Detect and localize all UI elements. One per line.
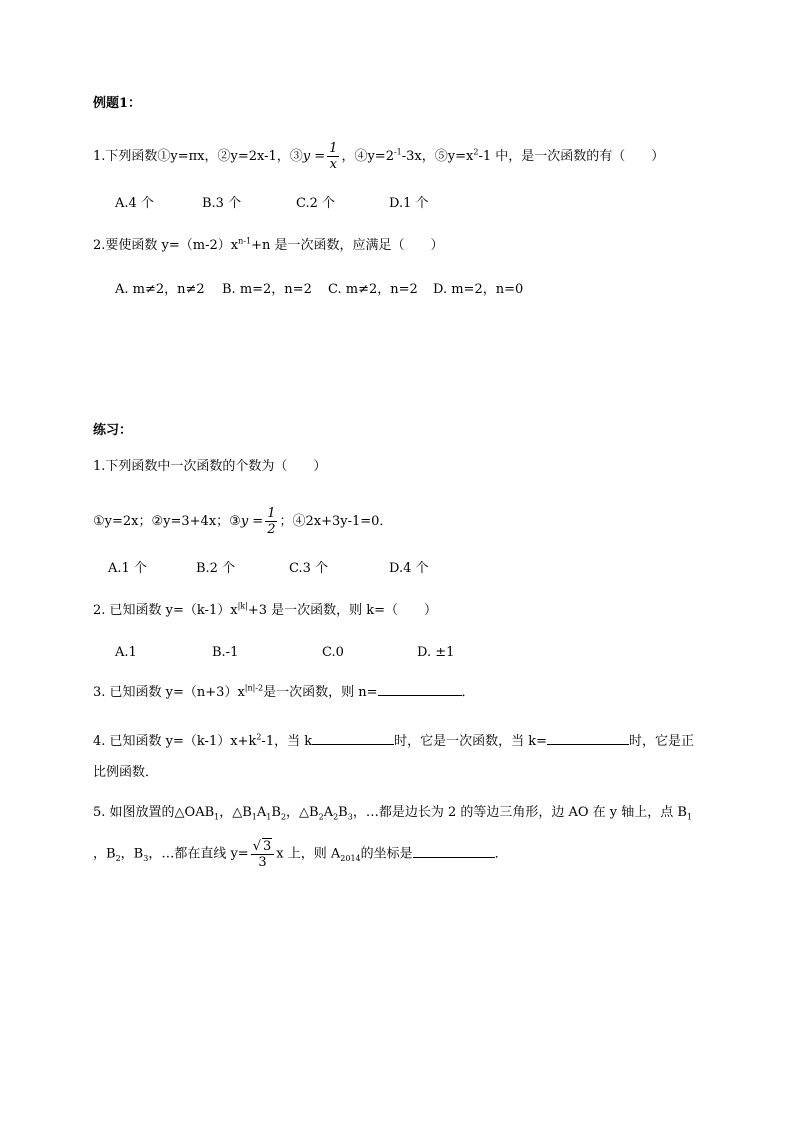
example-q2-option-c[interactable]: C. m≠2，n=2: [328, 282, 418, 297]
practice-q4: 4. 已知函数 $y=(k-1)x+k^2-1$，当 k 时，它是一次函数，当 k= 时，它是正: [93, 732, 695, 749]
practice-q1-functions: ①y=2x；②y=3+4x；③y = $\frac{1}{2}$ ；④2x+3y-1=0．: [93, 506, 393, 537]
practice-q1-option-a[interactable]: A.1 个: [108, 561, 147, 576]
answer-blank[interactable]: [312, 732, 394, 745]
example-q1-option-a[interactable]: A.4 个: [115, 196, 154, 211]
answer-blank[interactable]: [413, 845, 495, 858]
example-q1: 1.下列函数①y=πx，②y=2x-1，③y = $\frac{1}{x}$ ，$④y=2^{-1}-3x$，$⑤y=x^2-1$ 中，是一次函数的有（ ）: [93, 141, 665, 172]
fraction-sqrt3-over-3: $\frac{√ 3}{3}$: [251, 838, 275, 870]
practice-q2: 2. 已知函数 $y=(k-1)x^{|k|}+3$ 是一次函数，则 k=（ ）: [93, 601, 438, 618]
practice-heading: 练习：: [93, 423, 133, 438]
example-q1-option-b[interactable]: B.3 个: [202, 196, 242, 211]
example-heading: 例题1：: [93, 96, 142, 111]
answer-blank[interactable]: [547, 732, 629, 745]
practice-q1: 1.下列函数中一次函数的个数为（ ）: [93, 459, 327, 474]
practice-q3: 3. 已知函数 $y=(n+3)x^{|n|-2}$是一次函数，则 n= ．: [93, 683, 475, 700]
example-q2-option-b[interactable]: B. m=2，n=2: [222, 282, 312, 297]
example-q1-option-d[interactable]: D.1 个: [389, 196, 429, 211]
practice-q1-option-d[interactable]: D.4 个: [389, 561, 429, 576]
example-q1-option-c[interactable]: C.2 个: [296, 196, 336, 211]
practice-q2-option-d[interactable]: D. ±1: [417, 645, 455, 660]
fraction-1-over-2: $\frac{1}{2}$: [267, 506, 276, 537]
practice-q2-option-b[interactable]: B.-1: [212, 645, 239, 660]
practice-q2-option-c[interactable]: C.0: [322, 645, 344, 660]
fraction-1-over-x: $\frac{1}{x}$: [329, 141, 338, 172]
example-q2-option-a[interactable]: A. m≠2，n≠2: [115, 282, 205, 297]
example-q2-option-d[interactable]: D. m=2，n=0: [433, 282, 524, 297]
practice-q5-line2: ，$B_2$，$B_3$，…都在直线 y= $\frac{√ 3}{3}$ x 上，则 $A_{2014}$的坐标是 ．: [93, 839, 508, 870]
example-q2: 2.要使函数 $y=(m-2)x^{n-1}+n$ 是一次函数，应满足（ ）: [93, 236, 444, 253]
answer-blank[interactable]: [378, 683, 462, 696]
practice-q4-continuation: 比例函数．: [93, 765, 159, 780]
practice-q2-option-a[interactable]: A.1: [115, 645, 137, 660]
practice-q5-line1: 5. 如图放置的$\triangle OAB_1$，$\triangle B_1A_1B_2$，$\triangle B_2A_2B_3$，…都是边长为 2 的等边三角形，边 AO 在 y 轴上，点 $B_1$: [93, 805, 693, 822]
practice-q1-option-c[interactable]: C.3 个: [289, 561, 329, 576]
practice-q1-option-b[interactable]: B.2 个: [196, 561, 236, 576]
